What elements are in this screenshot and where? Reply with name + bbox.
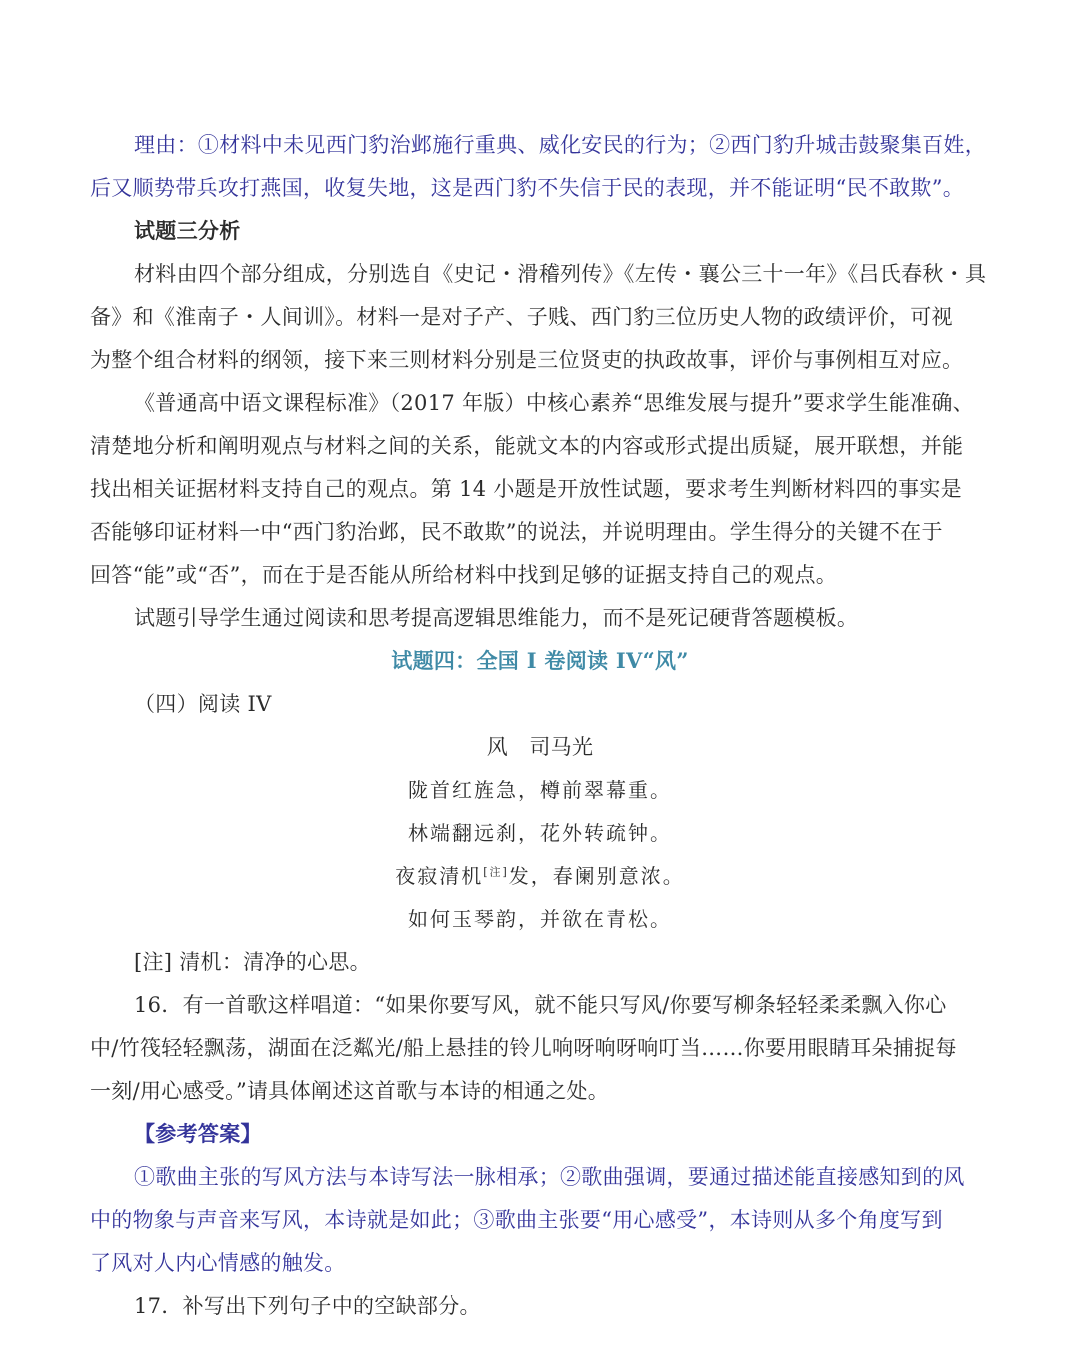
- poem-note: [注] 清机：清净的心思。: [134, 950, 371, 974]
- poem-line-2: 林端翻远刹，花外转疏钟。: [408, 821, 672, 845]
- analysis3-heading: 试题三分析: [134, 218, 241, 243]
- poem-line-3: [0, 861, 1080, 891]
- analysis3-p1-line-2: 备》和《淮南子・人间训》。材料一是对子产、子贱、西门豹三位历史人物的政绩评价，可视: [90, 305, 953, 329]
- q17-line: 17．补写出下列句子中的空缺部分。: [134, 1294, 481, 1318]
- analysis3-p1-line-1: 材料由四个部分组成，分别选自《史记・滑稽列传》《左传・襄公三十一年》《吕氏春秋・具: [134, 262, 987, 286]
- analysis3-p2-line-1: 《普通高中语文课程标准》（2017 年版）中核心素养“思维发展与提升”要求学生能准确、: [134, 391, 974, 415]
- q16-line-2: 中/竹筏轻轻飘荡，湖面在泛粼光/船上悬挂的铃儿响呀响呀响叮当……你要用眼睛耳朵捕捉每: [90, 1036, 957, 1060]
- reason-line-1: 理由：①材料中未见西门豹治邺施行重典、威化安民的行为；②西门豹升城击鼓聚集百姓，: [134, 133, 986, 157]
- analysis3-p2-line-5: 回答“能”或“否”，而在于是否能从所给材料中找到足够的证据支持自己的观点。: [90, 563, 838, 587]
- reference-line-2: 中的物象与声音来写风，本诗就是如此；③歌曲主张要“用心感受”，本诗则从多个角度写到: [90, 1208, 943, 1232]
- q16-line-3: 一刻/用心感受。”请具体阐述这首歌与本诗的相通之处。: [90, 1079, 610, 1103]
- q16-line-1: 16．有一首歌这样唱道：“如果你要写风，就不能只写风/你要写柳条轻轻柔柔飘入你心: [134, 993, 947, 1017]
- analysis3-p1-line-3: 为整个组合材料的纲领，接下来三则材料分别是三位贤吏的执政故事，评价与事例相互对应。: [90, 348, 964, 372]
- analysis3-p2-line-3: 找出相关证据材料支持自己的观点。第 14 小题是开放性试题，要求考生判断材料四的事实是: [90, 477, 962, 501]
- reference-line-1: ①歌曲主张的写风方法与本诗写法一脉相承；②歌曲强调，要通过描述能直接感知到的风: [134, 1165, 965, 1189]
- poem-line-3-part-b: 发，春阑别意浓。: [508, 864, 685, 888]
- reference-answer-title: 【参考答案】: [134, 1121, 262, 1146]
- reference-line-3: 了风对人内心情感的触发。: [90, 1251, 346, 1275]
- poem-line-4: 如何玉琴韵，并欲在青松。: [408, 907, 672, 931]
- analysis3-p3: 试题引导学生通过阅读和思考提高逻辑思维能力，而不是死记硬背答题模板。: [134, 606, 859, 630]
- poem-note-mark: [注]: [483, 865, 509, 879]
- poem-line-1: 陇首红旌急，樽前翠幕重。: [408, 778, 672, 802]
- poem-line-3-part-a: 夜寂清机: [395, 864, 484, 888]
- poem-title: 风 司马光: [486, 735, 594, 759]
- analysis3-p2-line-2: 清楚地分析和阐明观点与材料之间的关系，能就文本的内容或形式提出质疑，展开联想，并能: [90, 434, 964, 458]
- section4-subtitle: （四）阅读 IV: [134, 692, 272, 716]
- reason-line-2: 后又顺势带兵攻打燕国，收复失地，这是西门豹不失信于民的表现，并不能证明“民不敢欺”。: [90, 176, 965, 200]
- section4-title: 试题四：全国 I 卷阅读 IV“风”: [391, 648, 689, 673]
- analysis3-p2-line-4: 否能够印证材料一中“西门豹治邺，民不敢欺”的说法，并说明理由。学生得分的关键不在于: [90, 520, 943, 544]
